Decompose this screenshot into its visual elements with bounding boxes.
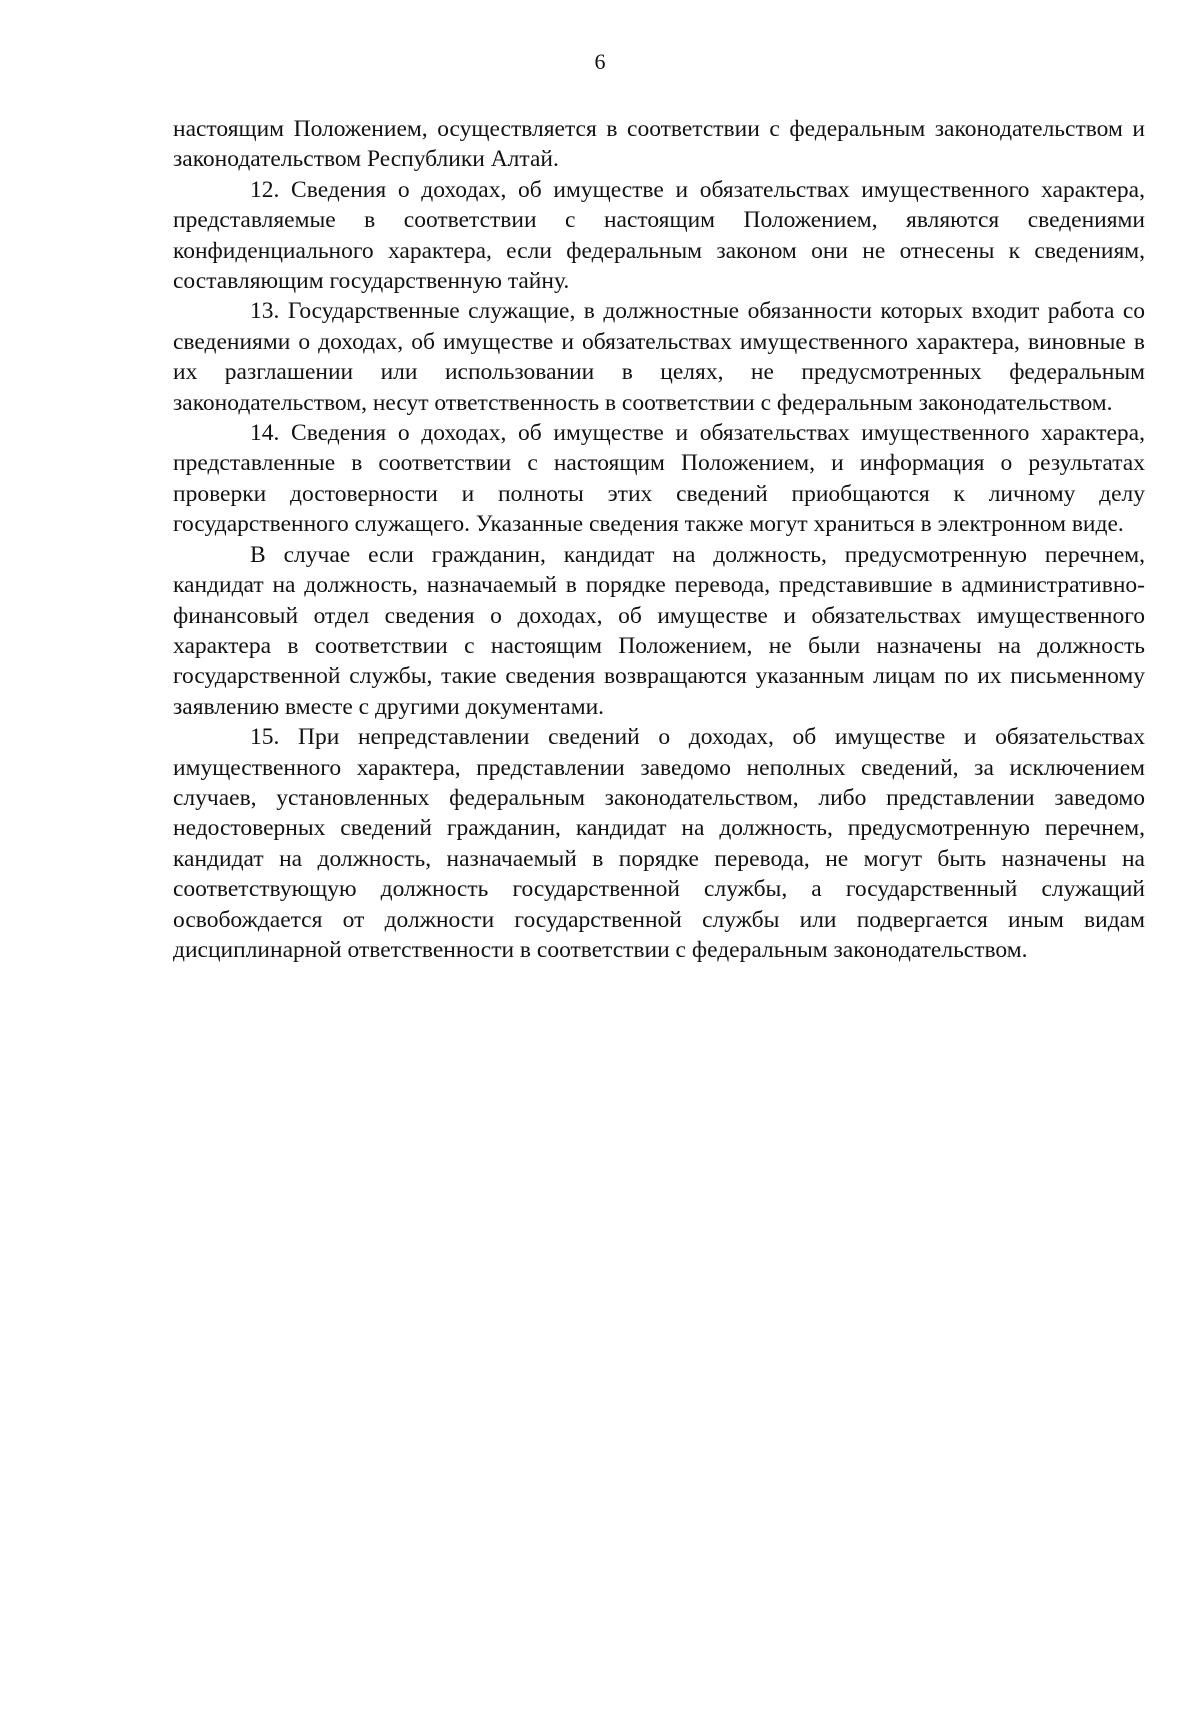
paragraph-item-13: 13. Государственные служащие, в должностные обязанности которых входит работа со сведениями о доходах, об имуществе и обязательствах имущественного характера, виновные в их разглашении или использовании в целях, не предусмотренных федеральным законодательством, несут ответственность в соответствии с федеральным законодательством. (173, 298, 1145, 416)
paragraph-item-14-case: В случае если гражданин, кандидат на должность, предусмотренную перечнем, кандидат на должность, назначаемый в порядке перевода, представившие в административно-финансовый отдел сведения о доходах, об имуществе и обязательствах имущественного характера в соответствии с настоящим Положением, не были назначены на должность государственной службы, такие сведения возвращаются указанным лицам по их письменному заявлению вместе с другими документами. (173, 541, 1145, 720)
paragraph-item-12: 12. Сведения о доходах, об имуществе и обязательствах имущественного характера, представляемые в соответствии с настоящим Положением, являются сведениями конфиденциального характера, если федеральным законом они не отнесены к сведениям, составляющим государственную тайну. (173, 176, 1145, 295)
paragraph-item-15: 15. При непредставлении сведений о доходах, об имуществе и обязательствах имущественного характера, представлении заведомо неполных сведений, за исключением случаев, установленных федеральным законодательством, либо представлении заведомо недостоверных сведений гражданин, кандидат на должность, предусмотренную перечнем, кандидат на должность, назначаемый в порядке перевода, не могут быть назначены на соответствующую должность государственной службы, а государственный служащий освобождается от должности государственной службы или подвергается иным видам дисциплинарной ответственности в соответствии с федеральным законодательством. (173, 724, 1145, 963)
paragraph-item-14: 14. Сведения о доходах, об имуществе и обязательствах имущественного характера, представленные в соответствии с настоящим Положением, и информация о результатах проверки достоверности и полноты этих сведений приобщаются к личному делу государственного служащего. Указанные сведения также могут храниться в электронном виде. (173, 420, 1145, 538)
page-number: 6 (594, 49, 606, 74)
document-body (173, 114, 1145, 965)
paragraph-continuation: настоящим Положением, осуществляется в соответствии с федеральным законодательством и законодательством Республики Алтай. (173, 116, 1145, 173)
